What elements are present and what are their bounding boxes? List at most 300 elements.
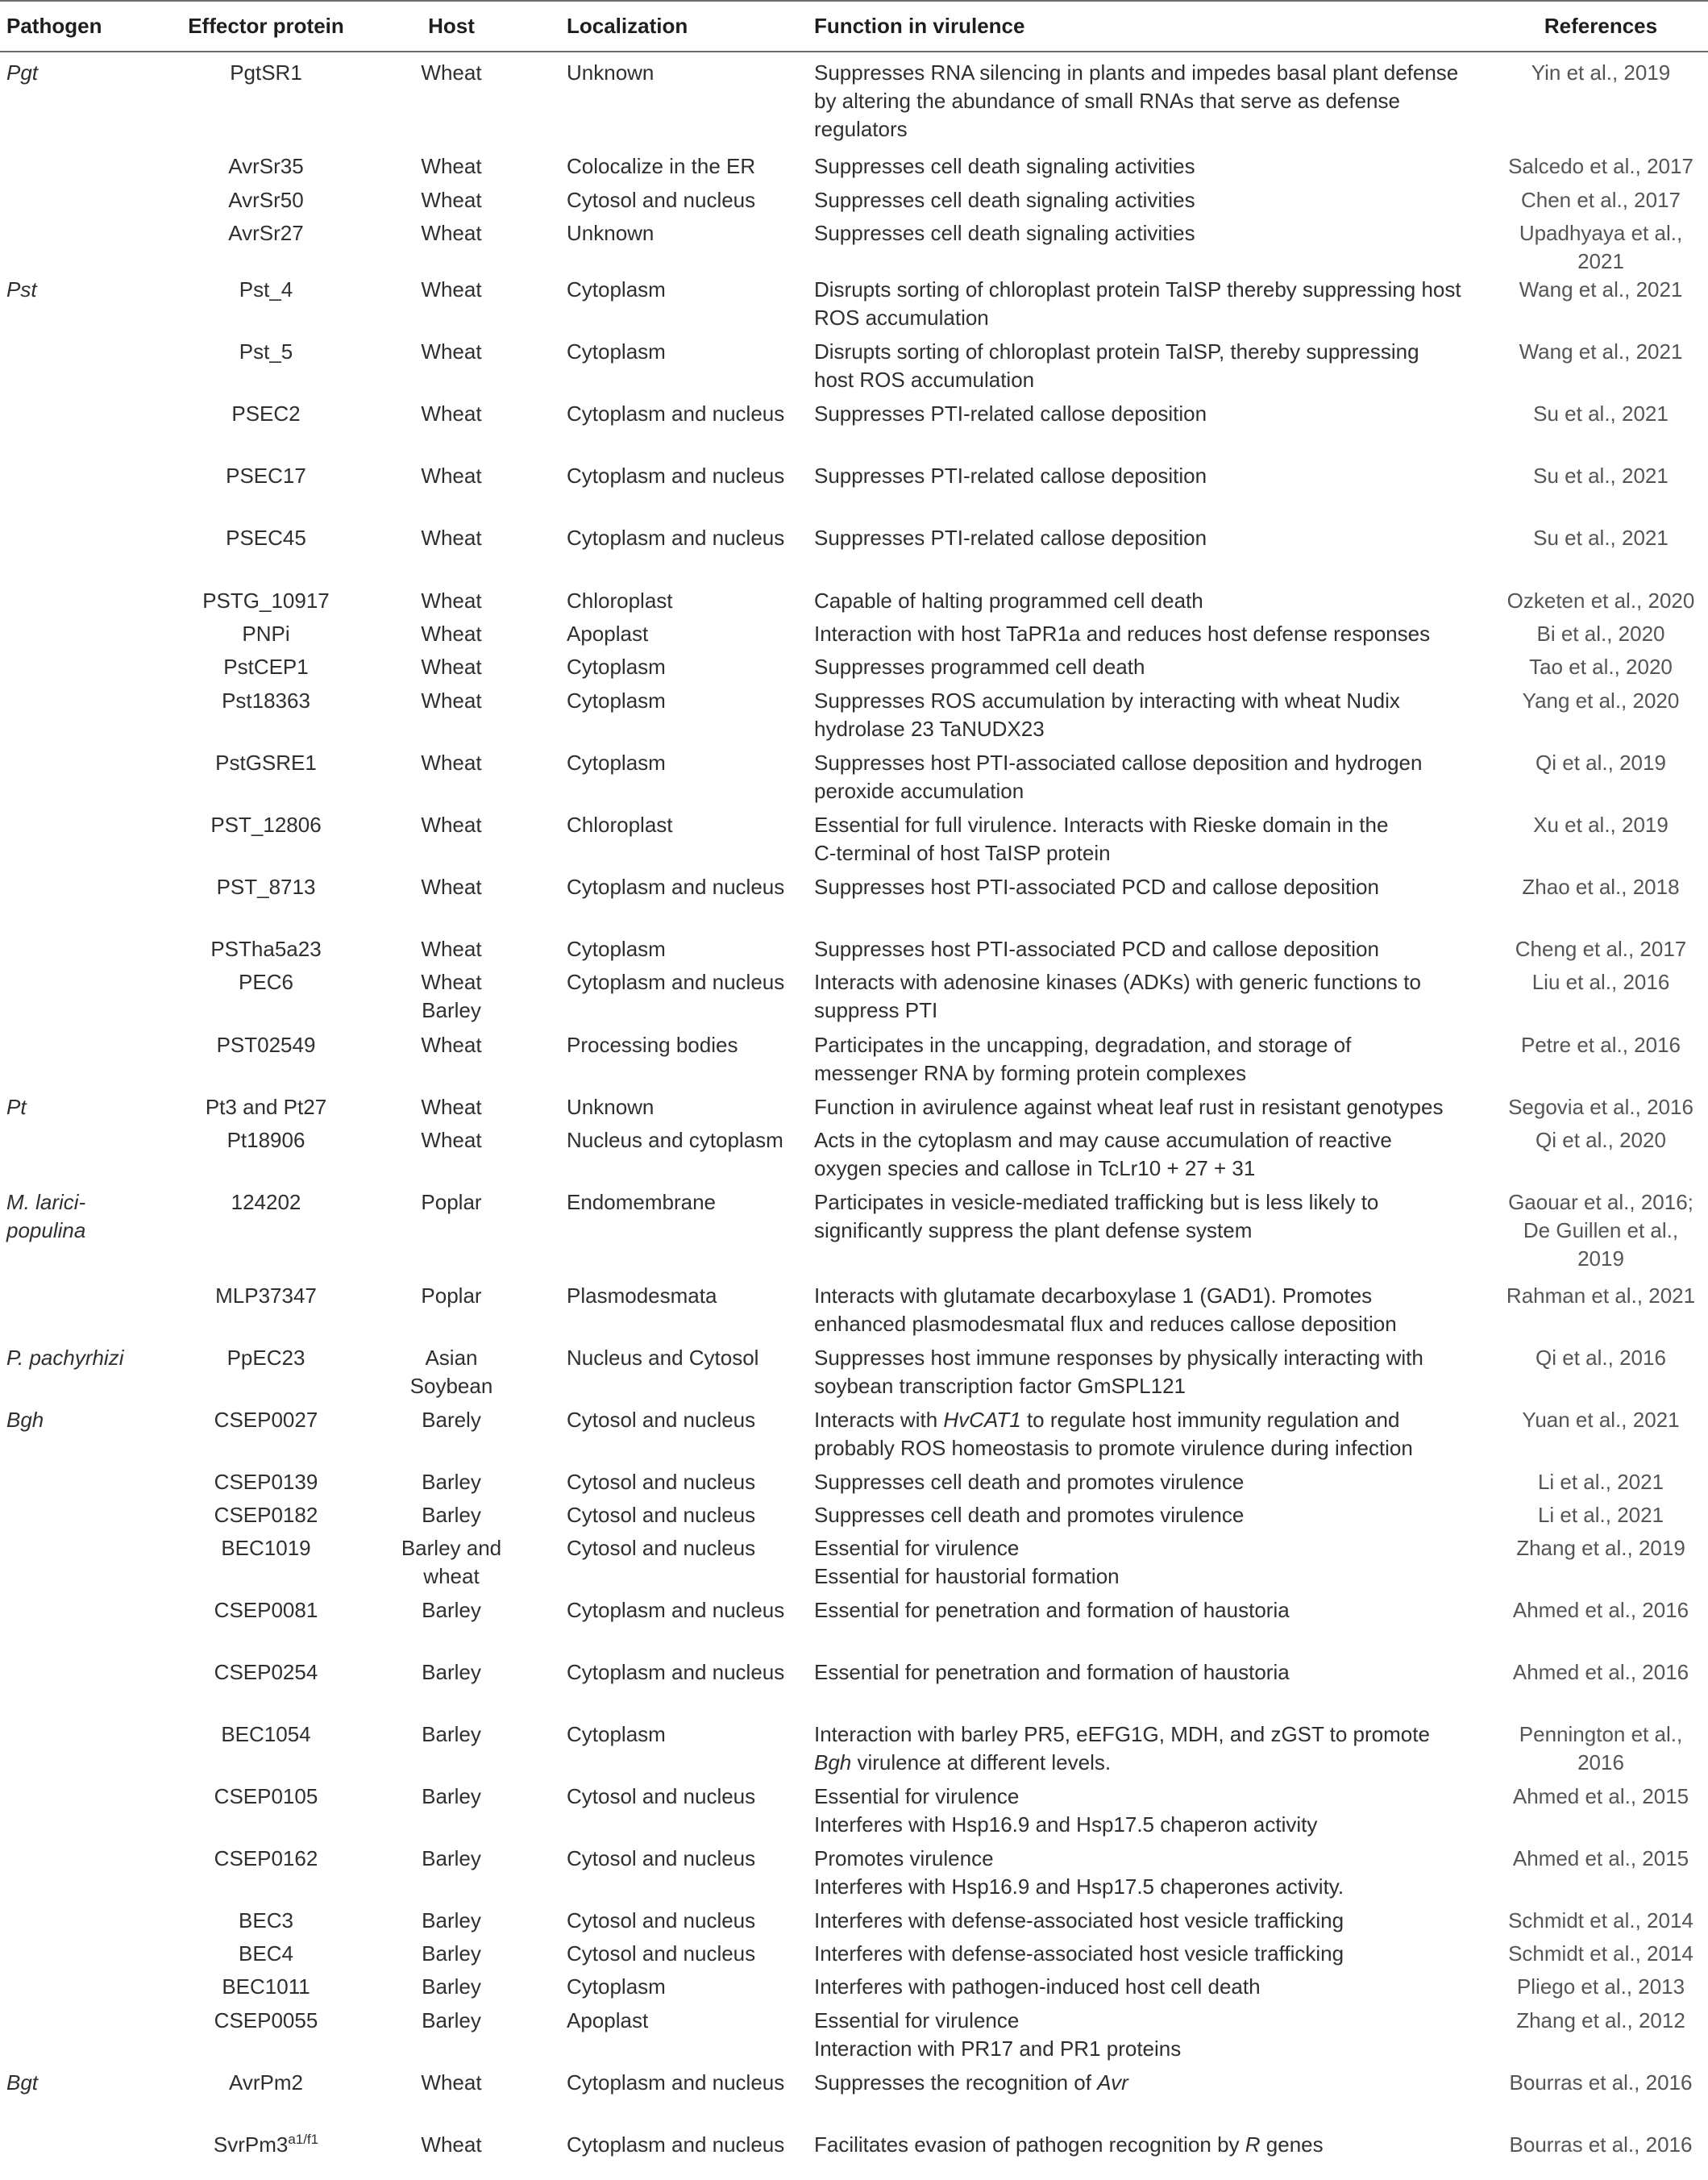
cell-line: probably ROS homeostasis to promote virulence during infection	[814, 1436, 1413, 1460]
references-cell	[1499, 1344, 1702, 1372]
localization-cell: Nucleus and cytoplasm	[567, 1128, 783, 1152]
function-cell	[814, 524, 1475, 552]
localization-cell: Nucleus and Cytosol	[567, 1346, 759, 1370]
localization-cell: Cytoplasm and nucleus	[567, 875, 785, 899]
cell-line: De Guillen et al.,	[1523, 1218, 1679, 1242]
references-cell	[1499, 1501, 1702, 1529]
localization-cell: Plasmodesmata	[567, 1283, 717, 1308]
effector-protein-cell: MLP37347	[215, 1283, 317, 1308]
host-cell: Barley	[422, 1846, 481, 1870]
cell-line: Su et al., 2021	[1533, 526, 1669, 550]
effector-protein-cell: CSEP0055	[214, 2008, 318, 2032]
cell-line: Interferes with pathogen-induced host cell death	[814, 1974, 1261, 1999]
function-cell	[814, 276, 1475, 332]
host-cell: Poplar	[421, 1190, 482, 1214]
table-header-row	[0, 0, 1708, 50]
cell-line: Gaouar et al., 2016;	[1508, 1190, 1693, 1214]
localization-cell: Cytosol and nucleus	[567, 1846, 756, 1870]
effector-protein-cell: CSEP0081	[214, 1598, 318, 1622]
cell-line: Ozketen et al., 2020	[1506, 589, 1695, 613]
effector-protein-cell: CSEP0162	[214, 1846, 318, 1870]
effector-protein-cell: Pst_5	[239, 339, 293, 364]
cell-line: Suppresses cell death and promotes virulence	[814, 1470, 1245, 1494]
localization-cell: Cytoplasm	[567, 751, 666, 775]
function-cell	[814, 811, 1475, 867]
effector-protein-cell: BEC1011	[222, 1974, 310, 1999]
host-cell: Wheat	[421, 875, 482, 899]
effector-protein-cell: PpEC23	[226, 1346, 305, 1370]
function-cell	[814, 338, 1475, 394]
references-cell	[1499, 524, 1702, 552]
cell-line: Suppresses host PTI-associated callose deposition and hydrogen	[814, 751, 1423, 775]
localization-cell: Cytoplasm and nucleus	[567, 1660, 785, 1684]
cell-line: Suppresses cell death signaling activities	[814, 188, 1195, 212]
cell-line: Essential for penetration and formation of haustoria	[814, 1660, 1290, 1684]
cell-line: Interacts with glutamate decarboxylase 1 (GAD1). Promotes	[814, 1283, 1373, 1308]
localization-cell: Cytoplasm	[567, 277, 666, 302]
table-header-rule	[0, 51, 1708, 52]
cell-line: Qi et al., 2020	[1536, 1128, 1666, 1152]
function-cell	[814, 219, 1475, 248]
cell-line: Interaction with PR17 and PR1 proteins	[814, 2036, 1182, 2061]
host-cell: Wheat	[421, 937, 482, 961]
host-cell: Wheat	[421, 1033, 482, 1057]
cell-line: Interferes with Hsp16.9 and Hsp17.5 chaperones activity.	[814, 1874, 1344, 1899]
function-cell	[814, 587, 1475, 615]
references-cell	[1499, 1188, 1702, 1273]
effector-protein-cell: BEC3	[239, 1908, 293, 1932]
cell-line: Su et al., 2021	[1533, 464, 1669, 488]
effector-protein-cell: PNPi	[242, 622, 290, 646]
host-cell: Wheat	[421, 751, 482, 775]
cell-line: Pennington et al.,	[1519, 1722, 1683, 1746]
function-cell	[814, 1031, 1475, 1088]
effector-protein-cell: PSEC2	[231, 401, 301, 426]
cell-line: Xu et al., 2019	[1533, 813, 1669, 837]
header-pathogen: Pathogen	[6, 14, 102, 38]
cell-line: Essential for virulence	[814, 1784, 1020, 1808]
localization-cell: Cytoplasm and nucleus	[567, 526, 785, 550]
host-cell: Wheat	[421, 339, 482, 364]
effector-protein-cell: CSEP0254	[214, 1660, 318, 1684]
cell-line: Suppresses cell death signaling activities	[814, 221, 1195, 245]
references-cell	[1499, 2069, 1702, 2097]
cell-line: Essential for penetration and formation of haustoria	[814, 1598, 1290, 1622]
host-cell: Wheat	[421, 277, 482, 302]
function-cell	[814, 1940, 1475, 1968]
host-cell: Asian Soybean	[409, 1346, 493, 1398]
references-cell	[1499, 219, 1702, 276]
localization-cell: Cytosol and nucleus	[567, 1408, 756, 1432]
function-cell	[814, 1344, 1475, 1400]
localization-cell: Cytosol and nucleus	[567, 1908, 756, 1932]
localization-cell: Chloroplast	[567, 813, 673, 837]
references-cell	[1499, 1534, 1702, 1562]
effector-protein-cell: CSEP0105	[214, 1784, 318, 1808]
effector-protein-cell: PEC6	[239, 970, 293, 994]
cell-line: Tao et al., 2020	[1529, 655, 1673, 679]
references-cell	[1499, 1406, 1702, 1434]
cell-line: Suppresses PTI-related callose deposition	[814, 401, 1207, 426]
cell-line: Liu et al., 2016	[1531, 970, 1670, 994]
effector-protein-cell: BEC1019	[221, 1536, 311, 1560]
cell-line: Interferes with defense-associated host vesicle trafficking	[814, 1941, 1344, 1966]
cell-line: Bi et al., 2020	[1536, 622, 1665, 646]
localization-cell: Cytoplasm and nucleus	[567, 2070, 785, 2095]
cell-line: Ahmed et al., 2016	[1512, 1660, 1689, 1684]
cell-line: Cheng et al., 2017	[1515, 937, 1687, 961]
cell-line: Suppresses host PTI-associated PCD and callose deposition	[814, 937, 1379, 961]
function-cell	[814, 1907, 1475, 1935]
cell-line: Essential for virulence	[814, 2008, 1020, 2032]
cell-line: Segovia et al., 2016	[1508, 1095, 1693, 1119]
host-cell: Wheat	[421, 1095, 482, 1119]
cell-line: Li et al., 2021	[1537, 1470, 1664, 1494]
effector-protein-cell: BEC4	[239, 1941, 293, 1966]
references-cell	[1499, 653, 1702, 681]
cell-line: Pliego et al., 2013	[1516, 1974, 1685, 1999]
cell-line: Petre et al., 2016	[1520, 1033, 1681, 1057]
cell-line: Chen et al., 2017	[1520, 188, 1681, 212]
localization-cell: Cytoplasm and nucleus	[567, 970, 785, 994]
effector-protein-cell: CSEP0182	[214, 1503, 318, 1527]
host-cell: Wheat	[421, 2132, 482, 2157]
cell-line: Bgh virulence at different levels.	[814, 1750, 1112, 1774]
host-cell: Barely	[422, 1408, 481, 1432]
cell-line: by altering the abundance of small RNAs that serve as defense	[814, 89, 1400, 113]
cell-line: Salcedo et al., 2017	[1508, 154, 1693, 178]
host-cell: Barley	[422, 1470, 481, 1494]
pathogen-cell: Pgt	[6, 60, 39, 85]
localization-cell: Cytoplasm	[567, 339, 666, 364]
host-cell: Wheat Barley	[421, 970, 482, 1022]
localization-cell: Cytoplasm and nucleus	[567, 1598, 785, 1622]
references-cell	[1499, 152, 1702, 181]
references-cell	[1499, 1658, 1702, 1687]
effector-protein-cell: PST_8713	[216, 875, 316, 899]
function-cell	[814, 462, 1475, 490]
function-cell	[814, 749, 1475, 805]
cell-line: C-terminal of host TaISP protein	[814, 841, 1111, 865]
cell-line: Interaction with host TaPR1a and reduces host defense responses	[814, 622, 1431, 646]
cell-line: Promotes virulence	[814, 1846, 994, 1870]
cell-line: peroxide accumulation	[814, 779, 1024, 803]
localization-cell: Cytoplasm	[567, 937, 666, 961]
cell-line: Wang et al., 2021	[1519, 277, 1683, 302]
cell-line: Interaction with barley PR5, eEFG1G, MDH, and zGST to promote	[814, 1722, 1430, 1746]
function-cell	[814, 1720, 1475, 1777]
localization-cell: Chloroplast	[567, 589, 673, 613]
cell-line: Zhang et al., 2019	[1516, 1536, 1685, 1560]
header-host: Host	[428, 14, 475, 38]
host-cell: Barley	[422, 1941, 481, 1966]
effector-protein-cell: BEC1054	[221, 1722, 311, 1746]
cell-line: Suppresses cell death and promotes virulence	[814, 1503, 1245, 1527]
effector-protein-cell: Pt18906	[226, 1128, 305, 1152]
cell-line: Schmidt et al., 2014	[1508, 1908, 1693, 1932]
effector-protein-cell: 124202	[231, 1190, 301, 1214]
host-cell: Wheat	[421, 622, 482, 646]
localization-cell: Cytosol and nucleus	[567, 1784, 756, 1808]
localization-cell: Endomembrane	[567, 1190, 716, 1214]
effector-protein-cell: Pt3 and Pt27	[205, 1095, 327, 1119]
effector-protein-cell: AvrSr35	[228, 154, 304, 178]
function-cell	[814, 59, 1475, 144]
cell-line: Facilitates evasion of pathogen recognition by R genes	[814, 2132, 1324, 2157]
cell-line: Interferes with Hsp16.9 and Hsp17.5 chaperon activity	[814, 1812, 1318, 1837]
effector-protein-cell: Pst18363	[222, 689, 310, 713]
host-cell: Barley	[422, 1974, 481, 1999]
cell-line: Ahmed et al., 2015	[1512, 1784, 1689, 1808]
cell-line: Wang et al., 2021	[1519, 339, 1683, 364]
effector-protein-cell: PSTha5a23	[210, 937, 322, 961]
localization-cell: Cytoplasm and nucleus	[567, 401, 785, 426]
function-cell	[814, 1973, 1475, 2001]
function-cell	[814, 1093, 1475, 1121]
function-cell	[814, 2007, 1475, 2063]
cell-line: Schmidt et al., 2014	[1508, 1941, 1693, 1966]
cell-line: Yuan et al., 2021	[1522, 1408, 1680, 1432]
host-cell: Wheat	[421, 1128, 482, 1152]
effector-protein-cell: AvrSr27	[228, 221, 304, 245]
cell-line: Zhao et al., 2018	[1522, 875, 1680, 899]
localization-cell: Unknown	[567, 60, 655, 85]
cell-line: Su et al., 2021	[1533, 401, 1669, 426]
cell-line: Ahmed et al., 2015	[1512, 1846, 1689, 1870]
references-cell	[1499, 687, 1702, 715]
cell-line: Bourras et al., 2016	[1509, 2132, 1693, 2157]
header-localization: Localization	[567, 14, 688, 38]
localization-cell: Unknown	[567, 221, 655, 245]
references-cell	[1499, 873, 1702, 901]
cell-line: Essential for haustorial formation	[814, 1564, 1120, 1588]
effector-protein-cell: PST_12806	[210, 813, 322, 837]
cell-line: Capable of halting programmed cell death	[814, 589, 1203, 613]
references-cell	[1499, 276, 1702, 304]
host-cell: Wheat	[421, 464, 482, 488]
cell-line: Participates in vesicle-mediated trafficking but is less likely to	[814, 1190, 1379, 1214]
function-cell	[814, 1534, 1475, 1591]
cell-line: ROS accumulation	[814, 306, 989, 330]
references-cell	[1499, 968, 1702, 996]
effector-protein-cell	[161, 2131, 371, 2159]
effector-protein-cell: PSEC45	[226, 526, 306, 550]
localization-cell: Cytoplasm	[567, 1974, 666, 1999]
cell-line: Disrupts sorting of chloroplast protein TaISP thereby suppressing host	[814, 277, 1461, 302]
references-cell	[1499, 1126, 1702, 1154]
localization-cell: Cytoplasm	[567, 655, 666, 679]
effector-protein-cell: CSEP0139	[214, 1470, 318, 1494]
cell-line: Function in avirulence against wheat leaf rust in resistant genotypes	[814, 1095, 1444, 1119]
references-cell	[1499, 1282, 1702, 1310]
host-cell: Wheat	[421, 813, 482, 837]
cell-line: Ahmed et al., 2016	[1512, 1598, 1689, 1622]
host-cell: Barley	[422, 1660, 481, 1684]
pathogen-cell: Pt	[6, 1095, 27, 1119]
header-function-in-virulence: Function in virulence	[814, 14, 1025, 38]
pathogen-cell: Pst	[6, 277, 37, 302]
references-cell	[1499, 1720, 1702, 1777]
localization-cell: Apoplast	[567, 2008, 649, 2032]
header-effector-protein: Effector protein	[188, 14, 344, 38]
cell-line: Interacts with adenosine kinases (ADKs) with generic functions to	[814, 970, 1421, 994]
effector-protein-cell: PSEC17	[226, 464, 306, 488]
host-cell: Wheat	[421, 589, 482, 613]
localization-cell: Cytosol and nucleus	[567, 1941, 756, 1966]
references-cell	[1499, 186, 1702, 214]
cell-line: significantly suppress the plant defense system	[814, 1218, 1253, 1242]
cell-line: Suppresses cell death signaling activities	[814, 154, 1195, 178]
effector-protein-cell: PstCEP1	[223, 655, 309, 679]
cell-line: Acts in the cytoplasm and may cause accumulation of reactive	[814, 1128, 1392, 1152]
host-cell: Barley	[422, 1784, 481, 1808]
localization-cell: Cytoplasm	[567, 689, 666, 713]
cell-line: Qi et al., 2019	[1536, 751, 1666, 775]
effector-protein-cell: PstGSRE1	[215, 751, 317, 775]
effector-protein-cell: PSTG_10917	[202, 589, 330, 613]
cell-line: Suppresses RNA silencing in plants and impedes basal plant defense	[814, 60, 1459, 85]
host-cell: Barley and wheat	[401, 1536, 502, 1588]
references-cell	[1499, 935, 1702, 963]
localization-cell: Cytosol and nucleus	[567, 188, 756, 212]
cell-line: Essential for virulence	[814, 1536, 1020, 1560]
function-cell	[814, 152, 1475, 181]
cell-line: messenger RNA by forming protein complexes	[814, 1061, 1247, 1085]
function-cell	[814, 2069, 1475, 2097]
function-cell	[814, 1282, 1475, 1338]
cell-line: Suppresses programmed cell death	[814, 655, 1145, 679]
cell-line: Zhang et al., 2012	[1516, 2008, 1685, 2032]
references-cell	[1499, 400, 1702, 428]
references-cell	[1499, 1093, 1702, 1121]
cell-line: 2019	[1577, 1246, 1624, 1271]
function-cell	[814, 653, 1475, 681]
references-cell	[1499, 749, 1702, 777]
cell-line: host ROS accumulation	[814, 368, 1035, 392]
cell-line: soybean transcription factor GmSPL121	[814, 1374, 1186, 1398]
host-cell: Poplar	[421, 1283, 482, 1308]
host-cell: Wheat	[421, 2070, 482, 2095]
references-cell	[1499, 1468, 1702, 1496]
cell-line: Yang et al., 2020	[1522, 689, 1680, 713]
localization-cell: Colocalize in the ER	[567, 154, 756, 178]
cell-line: Suppresses host PTI-associated PCD and callose deposition	[814, 875, 1379, 899]
host-cell: Wheat	[421, 401, 482, 426]
references-cell	[1499, 620, 1702, 648]
pathogen-cell: Bgh	[6, 1408, 44, 1432]
cell-line: Suppresses PTI-related callose deposition	[814, 526, 1207, 550]
cell-line: hydrolase 23 TaNUDX23	[814, 717, 1045, 741]
cell-line: Participates in the uncapping, degradation, and storage of	[814, 1033, 1352, 1057]
references-cell	[1499, 1907, 1702, 1935]
effector-superscript: a1/f1	[288, 2132, 319, 2147]
references-cell	[1499, 811, 1702, 839]
references-cell	[1499, 1031, 1702, 1059]
host-cell: Barley	[422, 2008, 481, 2032]
function-cell	[814, 1406, 1475, 1462]
effector-protein-cell: PST02549	[216, 1033, 316, 1057]
effector-protein-cell: Pst_4	[239, 277, 293, 302]
localization-cell: Cytoplasm and nucleus	[567, 464, 785, 488]
references-cell	[1499, 587, 1702, 615]
references-cell	[1499, 1940, 1702, 1968]
references-cell	[1499, 1596, 1702, 1625]
effector-protein-cell: PgtSR1	[230, 60, 302, 85]
cell-line: 2016	[1577, 1750, 1624, 1774]
localization-cell: Cytoplasm and nucleus	[567, 2132, 785, 2157]
references-cell	[1499, 1845, 1702, 1873]
function-cell	[814, 1658, 1475, 1687]
function-cell	[814, 620, 1475, 648]
function-cell	[814, 1596, 1475, 1625]
cell-line: Upadhyaya et al.,	[1519, 221, 1683, 245]
cell-line: oxygen species and callose in TcLr10 + 27 + 31	[814, 1156, 1256, 1180]
cell-line: regulators	[814, 117, 908, 141]
host-cell: Wheat	[421, 689, 482, 713]
host-cell: Barley	[422, 1722, 481, 1746]
function-cell	[814, 1783, 1475, 1839]
host-cell: Barley	[422, 1503, 481, 1527]
references-cell	[1499, 2007, 1702, 2035]
host-cell: Barley	[422, 1908, 481, 1932]
cell-line: Suppresses PTI-related callose deposition	[814, 464, 1207, 488]
cell-line: Disrupts sorting of chloroplast protein TaISP, thereby suppressing	[814, 339, 1419, 364]
effector-protein-cell: CSEP0027	[214, 1408, 318, 1432]
cell-line: Suppresses host immune responses by physically interacting with	[814, 1346, 1423, 1370]
pathogen-cell: P. pachyrhizi	[6, 1346, 124, 1370]
cell-line: Qi et al., 2016	[1536, 1346, 1666, 1370]
cell-line: 2021	[1577, 249, 1624, 273]
cell-line: Suppresses ROS accumulation by interacting with wheat Nudix	[814, 689, 1400, 713]
cell-line: Interferes with defense-associated host vesicle trafficking	[814, 1908, 1344, 1932]
localization-cell: Cytosol and nucleus	[567, 1503, 756, 1527]
function-cell	[814, 1126, 1475, 1183]
cell-line: Interacts with HvCAT1 to regulate host immunity regulation and	[814, 1408, 1400, 1432]
host-cell: Wheat	[421, 60, 482, 85]
localization-cell: Cytosol and nucleus	[567, 1470, 756, 1494]
references-cell	[1499, 1973, 1702, 2001]
references-cell	[1499, 1783, 1702, 1811]
cell-line: Suppresses the recognition of Avr	[814, 2070, 1128, 2095]
effector-name: SvrPm3	[213, 2132, 289, 2157]
localization-cell: Apoplast	[567, 622, 649, 646]
function-cell	[814, 186, 1475, 214]
effector-protein-cell: AvrSr50	[228, 188, 304, 212]
localization-cell: Processing bodies	[567, 1033, 738, 1057]
function-cell	[814, 2131, 1475, 2159]
localization-cell: Cytosol and nucleus	[567, 1536, 756, 1560]
cell-line: Essential for full virulence. Interacts with Rieske domain in the	[814, 813, 1389, 837]
cell-line: Yin et al., 2019	[1531, 60, 1671, 85]
cell-line: suppress PTI	[814, 998, 938, 1022]
host-cell: Wheat	[421, 221, 482, 245]
host-cell: Barley	[422, 1598, 481, 1622]
references-cell	[1499, 2131, 1702, 2159]
header-references: References	[1544, 14, 1658, 38]
function-cell	[814, 1468, 1475, 1496]
cell-line: Li et al., 2021	[1537, 1503, 1664, 1527]
function-cell	[814, 935, 1475, 963]
cell-line: Bourras et al., 2016	[1509, 2070, 1693, 2095]
pathogen-cell: Bgt	[6, 2070, 39, 2095]
cell-line: Rahman et al., 2021	[1506, 1283, 1696, 1308]
function-cell	[814, 400, 1475, 428]
cell-line: enhanced plasmodesmatal flux and reduces callose deposition	[814, 1312, 1397, 1336]
effector-protein-cell: AvrPm2	[229, 2070, 303, 2095]
pathogen-cell: M. larici-populina	[6, 1190, 86, 1242]
host-cell: Wheat	[421, 154, 482, 178]
localization-cell: Unknown	[567, 1095, 655, 1119]
